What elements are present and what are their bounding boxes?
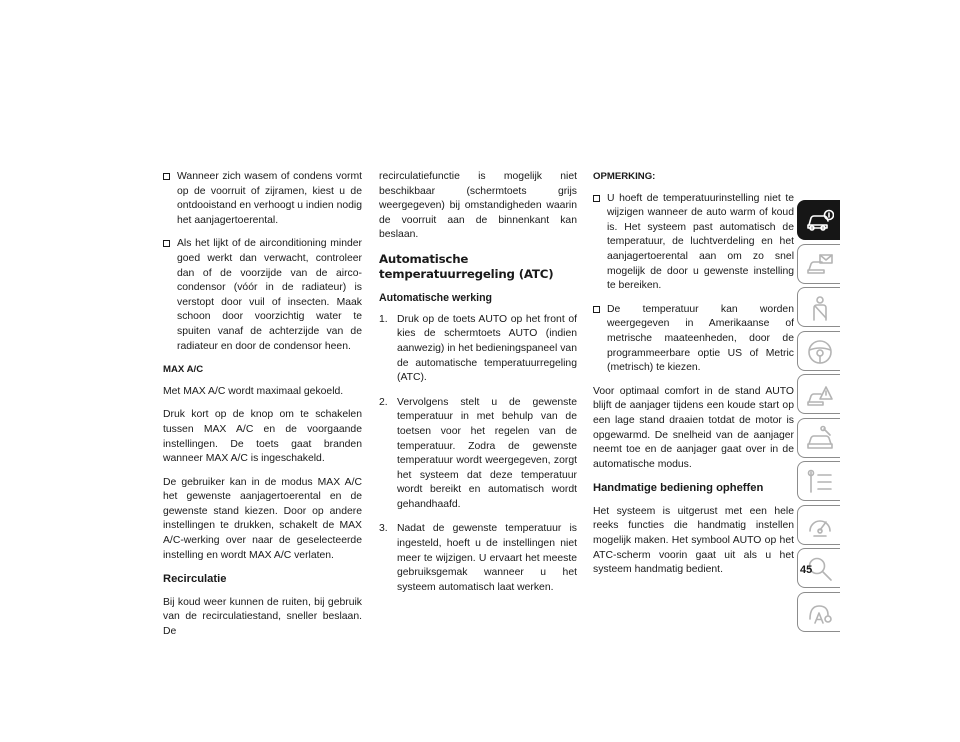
numbered-step: 2. Vervolgens stelt u de gewenste temperatuur in met behulp van de toetsen voor het regelen van de temperatuur. Zodra de gewenste temperatuur wordt weergegeven, zorgt het systeem dat deze temperatuur wordt bereikt en automatisch wordt gehandhaafd. <box>379 396 577 510</box>
paragraph: Druk kort op de knop om te schakelen tussen MAX A/C en de voorgaande instellingen. De toets gaat branden wanneer MAX A/C is ingeschakeld. <box>163 409 362 465</box>
bullet-item: Wanneer zich wasem of condens vormt op de voorruit of zijramen, kiest u de ontdooistand en verhoogt u indien nodig het aanjagertoerental. <box>163 170 362 228</box>
checkbox-bullet-icon <box>163 240 170 247</box>
paragraph: Voor optimaal comfort in de stand AUTO blijft de aanjager tijdens een koude start op een lage stand draaien totdat de motor is opgewarmd. De snelheid van de aanjager neemt toe en de aanjager gaat over in de automatische modus. <box>593 385 794 470</box>
paragraph: recirculatiefunctie is mogelijk niet beschikbaar (schermtoets grijs weergegeven) bij omstandigheden waarin de voorruit aan de binnenkant kan beslaan. <box>379 171 577 241</box>
step-number: 1. <box>379 313 388 325</box>
tools-list-icon <box>806 468 834 496</box>
steering-wheel-icon <box>806 338 834 366</box>
note-heading: OPMERKING: <box>593 171 656 182</box>
car-mail-icon <box>806 251 834 279</box>
max-ac-heading: MAX A/C <box>163 364 204 376</box>
column-middle <box>379 170 577 605</box>
checkbox-bullet-icon <box>163 173 170 180</box>
tab-multimedia[interactable] <box>797 505 840 545</box>
numbered-step: 1. Druk op de toets AUTO op het front of kies de schermtoets AUTO (indien aanwezig) in het bedieningspaneel van de automatische temperatuurregeling (ATC). <box>379 313 577 384</box>
tab-languages[interactable] <box>797 592 840 632</box>
page-number: 45 <box>800 564 813 576</box>
road-warning-icon <box>806 381 834 409</box>
paragraph: De gebruiker kan in de modus MAX A/C het gewenste aanjagertoerental en de gewenste stand kiezen. Door op andere instellingen te drukken, schakelt de MAX A/C-werking over naar de geselecteerde instelling en wordt MAX A/C verlaten. <box>163 476 362 561</box>
atc-heading: Automatische temperatuurregeling (ATC) <box>379 251 554 281</box>
auto-operation-heading: Automatische werking <box>379 292 493 305</box>
tab-driving[interactable] <box>797 331 840 371</box>
column-right <box>593 170 794 587</box>
language-icon <box>806 599 834 627</box>
tab-safety[interactable] <box>797 287 840 327</box>
manual-override-heading: Handmatige bediening opheffen <box>593 482 764 495</box>
tab-service[interactable] <box>797 418 840 458</box>
paragraph: Het systeem is uitgerust met een hele reeks functies die handmatig instellen mogelijk maken. Het symbool AUTO op het ATC-scherm voorin gaat uit als u het systeem handmatig bedient. <box>593 505 794 576</box>
numbered-step: 3. Nadat de gewenste temperatuur is ingesteld, hoeft u de instellingen niet meer te wijzigen. U ervaart het meeste gebruiksgemak wanneer u het systeem automatisch laat werken. <box>379 523 577 593</box>
paragraph: Met MAX A/C wordt maximaal gekoeld. <box>163 385 344 397</box>
bullet-item: U hoeft de temperatuurinstelling niet te wijzigen wanneer de auto warm of koud is. Het systeem past automatisch de temperatuur, de luchtverdeling en het aanjagertoerental aan om zo snel mogelijk de door u gewenste instelling te bereiken. <box>593 192 794 294</box>
car-info-icon <box>806 207 834 235</box>
checkbox-bullet-icon <box>593 195 600 202</box>
step-number: 2. <box>379 396 388 408</box>
gauge-icon <box>806 512 834 540</box>
step-number: 3. <box>379 523 388 535</box>
checkbox-bullet-icon <box>593 306 600 313</box>
tab-messages[interactable] <box>797 244 840 284</box>
paragraph: Bij koud weer kunnen de ruiten, bij gebruik van de recirculatiestand, sneller beslaan. De <box>163 596 362 638</box>
recirculation-heading: Recirculatie <box>163 573 227 586</box>
tab-vehicle-info[interactable] <box>797 200 840 240</box>
bullet-item: Als het lijkt of de airconditioning minder goed werkt dan verwacht, controleer dan of de voorzijde van de airco-condensor (vóór in de radiateur) is verstopt door vuil of insecten. Maak schoon door voorzichtig water te spuiten vanaf de achterzijde van de radiateur en door de condensor heen. <box>163 237 362 354</box>
car-service-icon <box>806 425 834 453</box>
column-left <box>163 170 362 649</box>
seatbelt-icon <box>806 294 834 322</box>
bullet-item: De temperatuur kan worden weergegeven in Amerikaanse of metrische maateenheden, door de programmeerbare optie US of Metric (metrisch) te kiezen. <box>593 303 794 376</box>
tab-specifications[interactable] <box>797 461 840 501</box>
tab-emergency[interactable] <box>797 374 840 414</box>
